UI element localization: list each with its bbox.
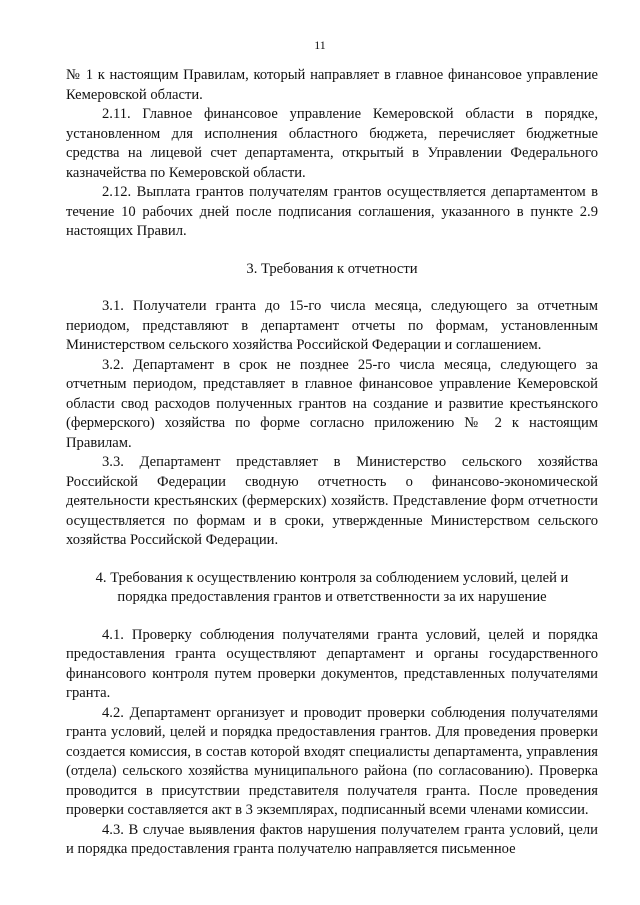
paragraph-2-11: 2.11. Главное финансовое управление Кемеровской области в порядке, установленном для исполнения областного бюджета, перечисляет бюджетные средства на лицевой счет департамента, открытый в Управлении Федерального казначейства по Кемеровской области. <box>66 106 598 181</box>
section-heading-4-line-1: 4. Требования к осуществлению контроля за соблюдением условий, целей и <box>95 569 569 586</box>
section-heading-3: 3. Требования к отчетности <box>246 260 418 277</box>
paragraph-4-3: 4.3. В случае выявления фактов нарушения получателем гранта условий, цели и порядка предоставления гранта получателю направляется письменное <box>66 821 598 857</box>
section-heading-4-line-2: порядка предоставления грантов и ответственности за их нарушение <box>117 589 547 605</box>
paragraph-3-2: 3.2. Департамент в срок не позднее 25-го числа месяца, следующего за отчетным периодом, представляет в главное финансовое управление Кемеровской области свод расходов полученных грантов на создание и развитие крестьянского (фермерского) хозяйства по форме согласно приложению № 2 к настоящим Правилам. <box>66 356 598 451</box>
page-number: 11 <box>314 38 326 52</box>
paragraph-4-2: 4.2. Департамент организует и проводит проверки соблюдения получателями гранта условий, целей и порядка предоставления грантов. Для проведения проверки создается комиссия, в состав которой входят специалисты департамента, управления (отдела) сельского хозяйства муниципального района (по согласованию). Проверка проводится в присутствии представителя получателя гранта. После проведения проверки составляется акт в 3 экземплярах, подписанный всеми членами комиссии. <box>66 704 598 818</box>
paragraph-3-1: 3.1. Получатели гранта до 15-го числа месяца, следующего за отчетным периодом, представляют в департамент отчеты по формам, установленным Министерством сельского хозяйства Российской Федерации и соглашением. <box>66 298 598 353</box>
paragraph-4-1: 4.1. Проверку соблюдения получателями гранта условий, целей и порядка предоставления гранта осуществляют департамент и органы государственного финансового контроля путем проверки документов, представленных получателями гранта. <box>66 626 598 701</box>
document-body <box>66 66 598 860</box>
section-heading-4 <box>66 569 598 608</box>
paragraph-2-12: 2.12. Выплата грантов получателям грантов осуществляется департаментом в течение 10 рабочих дней после подписания соглашения, указанного в пункте 2.9 настоящих Правил. <box>66 184 598 239</box>
paragraph-continuation: № 1 к настоящим Правилам, который направляет в главное финансовое управление Кемеровской области. <box>66 67 598 103</box>
paragraph-3-3: 3.3. Департамент представляет в Министерство сельского хозяйства Российской Федерации сводную отчетность о финансово-экономической деятельности крестьянских (фермерских) хозяйств. Представление форм отчетности осуществляется по формам и в сроки, утвержденные Министерством сельского хозяйства Российской Федерации. <box>66 454 598 548</box>
